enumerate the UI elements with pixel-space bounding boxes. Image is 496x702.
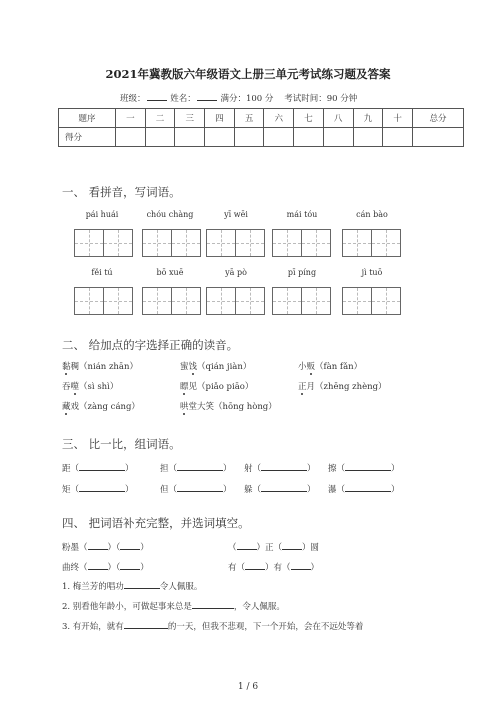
score-header-cell: 七: [294, 109, 324, 128]
reading-item: 瞟见（piǎo piāo）: [180, 382, 254, 392]
score-cell[interactable]: [323, 128, 353, 147]
score-cell[interactable]: [383, 128, 413, 147]
compare-item[interactable]: 射（ ）: [244, 464, 316, 474]
pinyin-label: mái tóu: [286, 210, 318, 219]
score-header-cell: 二: [145, 109, 175, 128]
section-2-heading: 二、 给加点的字选择正确的读音。: [62, 338, 239, 352]
pinyin-label: yā pò: [225, 268, 247, 277]
pinyin-label: bō xuē: [156, 268, 184, 277]
page-number: 1 / 6: [237, 682, 259, 692]
writing-grid[interactable]: [272, 229, 331, 257]
compare-item[interactable]: 瀑（ ）: [328, 485, 400, 495]
idiom-fill[interactable]: 曲终（ ）（ ）: [62, 563, 149, 573]
class-blank: [147, 92, 167, 101]
compare-item[interactable]: 距（ ）: [62, 464, 134, 474]
score-cell[interactable]: [145, 128, 175, 147]
pinyin-label: cán bào: [356, 210, 388, 219]
score-header-cell: 一: [116, 109, 146, 128]
writing-grid[interactable]: [74, 229, 133, 257]
score-cell[interactable]: [264, 128, 294, 147]
score-header-row: [59, 109, 464, 128]
score-cell[interactable]: [175, 128, 205, 147]
section-3-heading: 三、 比一比，组词语。: [62, 437, 181, 451]
score-cell[interactable]: [413, 128, 464, 147]
fill-question[interactable]: 2. 别看他年龄小，可做起事来总是 ，令人佩服。: [62, 602, 285, 612]
full-score: 满分：100 分: [220, 94, 274, 104]
exam-info: [120, 92, 357, 104]
section-4-heading: 四、 把词语补充完整，并选词填空。: [62, 516, 250, 530]
score-cell[interactable]: [116, 128, 146, 147]
compare-item[interactable]: 但（ ）: [160, 485, 232, 495]
writing-grid[interactable]: [342, 229, 401, 257]
reading-item: 吞噬（sì shì）: [62, 382, 119, 392]
writing-grid[interactable]: [272, 287, 331, 315]
score-header-cell: 九: [353, 109, 383, 128]
fill-question[interactable]: 1. 梅兰芳的唱功 令人佩服。: [62, 582, 203, 592]
score-header-cell: 三: [175, 109, 205, 128]
pinyin-label: yī wēi: [224, 210, 248, 219]
pinyin-label: jì tuō: [361, 268, 383, 277]
writing-grid[interactable]: [206, 287, 265, 315]
reading-item: 小贩（fàn fǎn）: [298, 362, 363, 372]
pinyin-label: fěi tú: [91, 268, 113, 277]
reading-item: 黏稠（nián zhān）: [62, 362, 138, 372]
score-cell[interactable]: [234, 128, 264, 147]
compare-item[interactable]: 担（ ）: [160, 464, 232, 474]
reading-item: 藏戏（zàng cáng）: [62, 402, 140, 412]
idiom-fill[interactable]: 有（ ）有（ ）: [228, 563, 320, 573]
reading-item: 正月（zhēng zhèng）: [298, 382, 387, 392]
reading-item: 蜜饯（qián jiàn）: [180, 362, 252, 372]
score-cell[interactable]: [294, 128, 324, 147]
compare-item[interactable]: 躲（ ）: [244, 485, 316, 495]
class-label: 班级：: [120, 94, 146, 104]
reading-item: 哄堂大笑（hōng hòng）: [180, 402, 277, 412]
score-row: [59, 128, 464, 147]
fill-question[interactable]: 3. 有开始，就有 的一天，但我不悲观，下一个开始，会在不远处等着: [62, 622, 364, 632]
score-cell[interactable]: [205, 128, 235, 147]
name-label: 姓名：: [170, 94, 196, 104]
pinyin-label: pái huái: [85, 210, 119, 219]
score-header-cell: 八: [323, 109, 353, 128]
score-header-cell: 十: [383, 109, 413, 128]
idiom-fill[interactable]: （ ）正（ ）圆: [228, 543, 320, 553]
page-title: 2021年冀教版六年级语文上册三单元考试练习题及答案: [105, 67, 391, 81]
writing-grid[interactable]: [142, 229, 201, 257]
compare-item[interactable]: 矩（ ）: [62, 485, 134, 495]
score-header-cell: 总分: [413, 109, 464, 128]
writing-grid[interactable]: [342, 287, 401, 315]
name-blank: [197, 92, 217, 101]
score-header-cell: 四: [205, 109, 235, 128]
idiom-fill[interactable]: 粉墨（ ）（ ）: [62, 543, 149, 553]
exam-time: 考试时间：90 分钟: [284, 94, 358, 104]
score-table: [58, 108, 464, 147]
writing-grid[interactable]: [206, 229, 265, 257]
compare-item[interactable]: 擦（ ）: [328, 464, 400, 474]
score-header-cell: 五: [234, 109, 264, 128]
pinyin-label: chóu chàng: [146, 210, 194, 219]
score-row-label: 得分: [59, 128, 116, 147]
writing-grid[interactable]: [74, 287, 133, 315]
pinyin-label: pī píng: [287, 268, 317, 277]
score-header-cell: 六: [264, 109, 294, 128]
score-header-cell: 题序: [59, 109, 116, 128]
writing-grid[interactable]: [142, 287, 201, 315]
score-cell[interactable]: [353, 128, 383, 147]
section-1-heading: 一、 看拼音，写词语。: [62, 185, 181, 199]
